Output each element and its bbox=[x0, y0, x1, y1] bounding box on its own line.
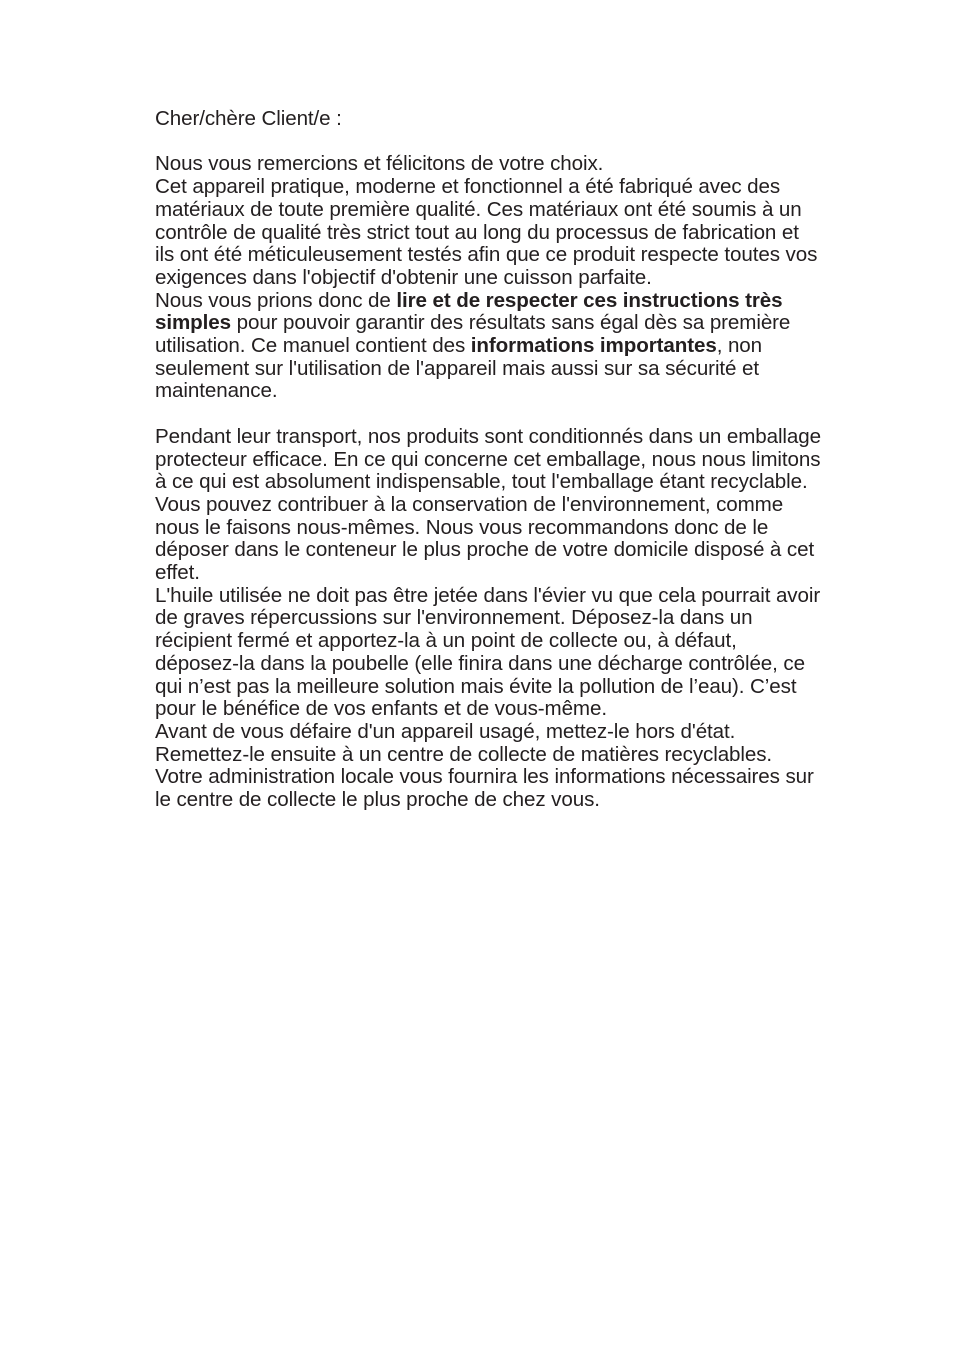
intro-quality: Cet appareil pratique, moderne et fonctionnel a été fabriqué avec des matériaux de toute première qualité. Ces matériaux ont été soumis à un contrôle de qualité très strict tout au long du processus de fabrication et ils ont été méticuleusement testés afin que ce produit respecte toutes vos exigences dans l'objectif d'obtenir une cuisson parfaite. bbox=[155, 175, 818, 289]
intro-instructions-text-2: pour pouvoir garantir des résultats sans égal dès sa première utilisation. Ce manuel contient des bbox=[155, 311, 791, 358]
oil-disposal-paragraph: L'huile utilisée ne doit pas être jetée dans l'évier vu que cela pourrait avoir de graves répercussions sur l'environnement. Déposez-la dans un récipient fermé et apportez-la à un point de collecte ou, à défaut, déposez-la dans la poubelle (elle finira dans une décharge contrôlée, ce qui n’est pas la meilleure solution mais évite la pollution de l’eau). C’est pour le bénéfice de vos enfants et de vous-même. bbox=[155, 583, 821, 721]
greeting: Cher/chère Client/e : bbox=[155, 107, 342, 130]
document-page bbox=[155, 108, 823, 812]
intro-instructions bbox=[155, 290, 823, 404]
appliance-disposal-paragraph: Avant de vous défaire d'un appareil usagé, mettez-le hors d'état. Remettez-le ensuite à un centre de collecte de matières recyclables. Votre administration locale vous fournira les informations nécessaires sur le centre de collecte le plus proche de chez vous. bbox=[155, 719, 814, 812]
intro-instructions-text-3: , non seulement sur l'utilisation de l'appareil mais aussi sur sa sécurité et maintenance. bbox=[155, 334, 763, 403]
packaging-paragraph: Pendant leur transport, nos produits sont conditionnés dans un emballage protecteur efficace. En ce qui concerne cet emballage, nous nous limitons à ce qui est absolument indispensable, tout l'emballage étant recyclable. Vous pouvez contribuer à la conservation de l'environnement, comme nous le faisons nous-mêmes. Nous vous recommandons donc de le déposer dans le conteneur le plus proche de votre domicile disposé à cet effet. bbox=[155, 424, 821, 585]
intro-instructions-bold-1: lire et de respecter ces instructions très simples bbox=[155, 288, 783, 335]
intro-thanks: Nous vous remercions et félicitons de votre choix. bbox=[155, 152, 604, 176]
spacer bbox=[155, 403, 823, 426]
spacer bbox=[155, 131, 823, 154]
intro-instructions-bold-2: informations importantes bbox=[470, 334, 717, 358]
intro-instructions-text-1: Nous vous prions donc de bbox=[155, 288, 397, 312]
